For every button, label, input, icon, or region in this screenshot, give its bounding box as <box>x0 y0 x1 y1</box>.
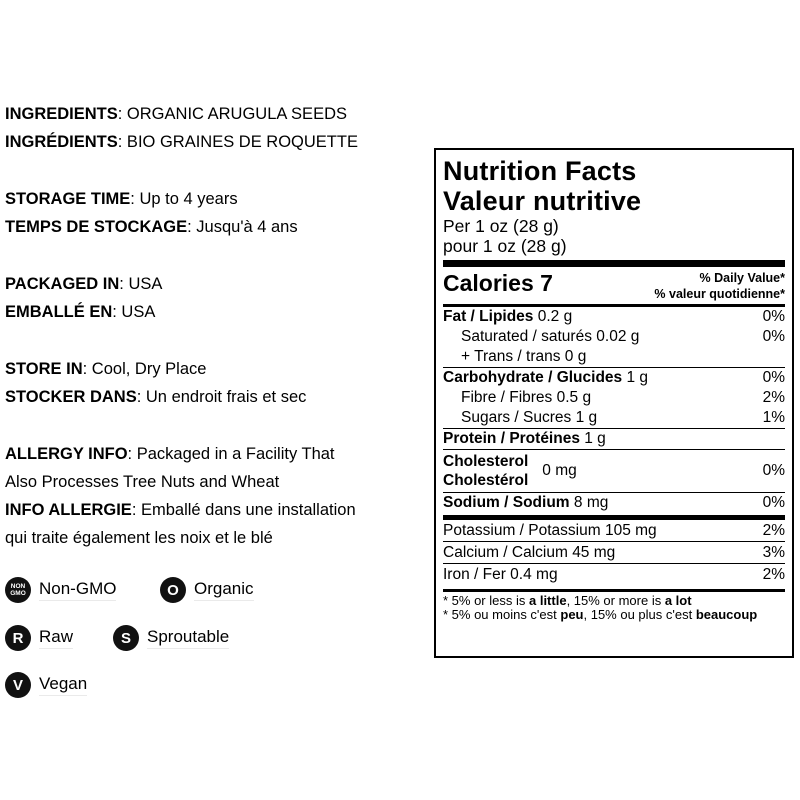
nutrition-title-en: Nutrition Facts <box>443 156 637 186</box>
badge-sproutable: S Sproutable <box>113 625 229 651</box>
badge-raw: R Raw <box>5 625 73 651</box>
allergy-info-fr-cont: qui traite également les noix et le blé <box>5 529 273 547</box>
ingredients-fr: INGRÉDIENTS: BIO GRAINES DE ROQUETTE <box>5 133 358 151</box>
store-in-en: STORE IN: Cool, Dry Place <box>5 360 207 378</box>
badge-vegan: V Vegan <box>5 672 87 698</box>
nutrition-title-fr: Valeur nutritive <box>443 186 642 216</box>
calcium-row: Calcium / Calcium 45 mg 3% <box>443 544 785 561</box>
saturated-row: Saturated / saturés 0.02 g 0% <box>461 328 785 345</box>
serving-size-fr: pour 1 oz (28 g) <box>443 236 567 256</box>
fibre-row: Fibre / Fibres 0.5 g 2% <box>461 389 785 406</box>
vegan-icon: V <box>5 672 31 698</box>
packaged-in-en: PACKAGED IN: USA <box>5 275 163 293</box>
trans-row: + Trans / trans 0 g <box>461 348 587 365</box>
sproutable-icon: S <box>113 625 139 651</box>
badge-organic: O Organic <box>160 577 254 603</box>
serving-size-en: Per 1 oz (28 g) <box>443 216 559 236</box>
footnote <box>443 592 785 622</box>
organic-icon: O <box>160 577 186 603</box>
daily-value-header: % Daily Value* % valeur quotidienne* <box>654 271 785 301</box>
fat-row: Fat / Lipides 0.2 g 0% <box>443 308 785 325</box>
calories-row <box>443 267 785 304</box>
store-in-fr: STOCKER DANS: Un endroit frais et sec <box>5 388 307 406</box>
storage-time-en: STORAGE TIME: Up to 4 years <box>5 190 238 208</box>
cholesterol-row: Cholesterol Cholestérol 0 mg 0% <box>443 453 785 489</box>
allergy-info-en: ALLERGY INFO: Packaged in a Facility That <box>5 445 335 463</box>
certification-badges <box>5 575 305 715</box>
allergy-info-en-cont: Also Processes Tree Nuts and Wheat <box>5 473 280 491</box>
product-info <box>5 100 430 552</box>
sodium-row: Sodium / Sodium 8 mg 0% <box>443 494 785 511</box>
storage-time-fr: TEMPS DE STOCKAGE: Jusqu'à 4 ans <box>5 218 298 236</box>
badge-non-gmo: NON GMO Non-GMO <box>5 577 116 603</box>
sugars-row: Sugars / Sucres 1 g 1% <box>461 409 785 426</box>
raw-icon: R <box>5 625 31 651</box>
potassium-row: Potassium / Potassium 105 mg 2% <box>443 522 785 539</box>
nutrition-facts-table <box>434 148 794 658</box>
allergy-info-fr: INFO ALLERGIE: Emballé dans une installation <box>5 501 356 519</box>
footnote-en: * 5% or less is a little, 15% or more is a lot <box>443 593 692 608</box>
ingredients-en: INGREDIENTS: ORGANIC ARUGULA SEEDS <box>5 105 347 123</box>
packaged-in-fr: EMBALLÉ EN: USA <box>5 303 156 321</box>
protein-row: Protein / Protéines 1 g <box>443 430 606 447</box>
calories: Calories 7 <box>443 270 553 296</box>
non-gmo-icon: NON GMO <box>5 577 31 603</box>
footnote-fr: * 5% ou moins c'est peu, 15% ou plus c'est beaucoup <box>443 607 758 622</box>
carbohydrate-row: Carbohydrate / Glucides 1 g 0% <box>443 369 785 386</box>
iron-row: Iron / Fer 0.4 mg 2% <box>443 566 785 583</box>
